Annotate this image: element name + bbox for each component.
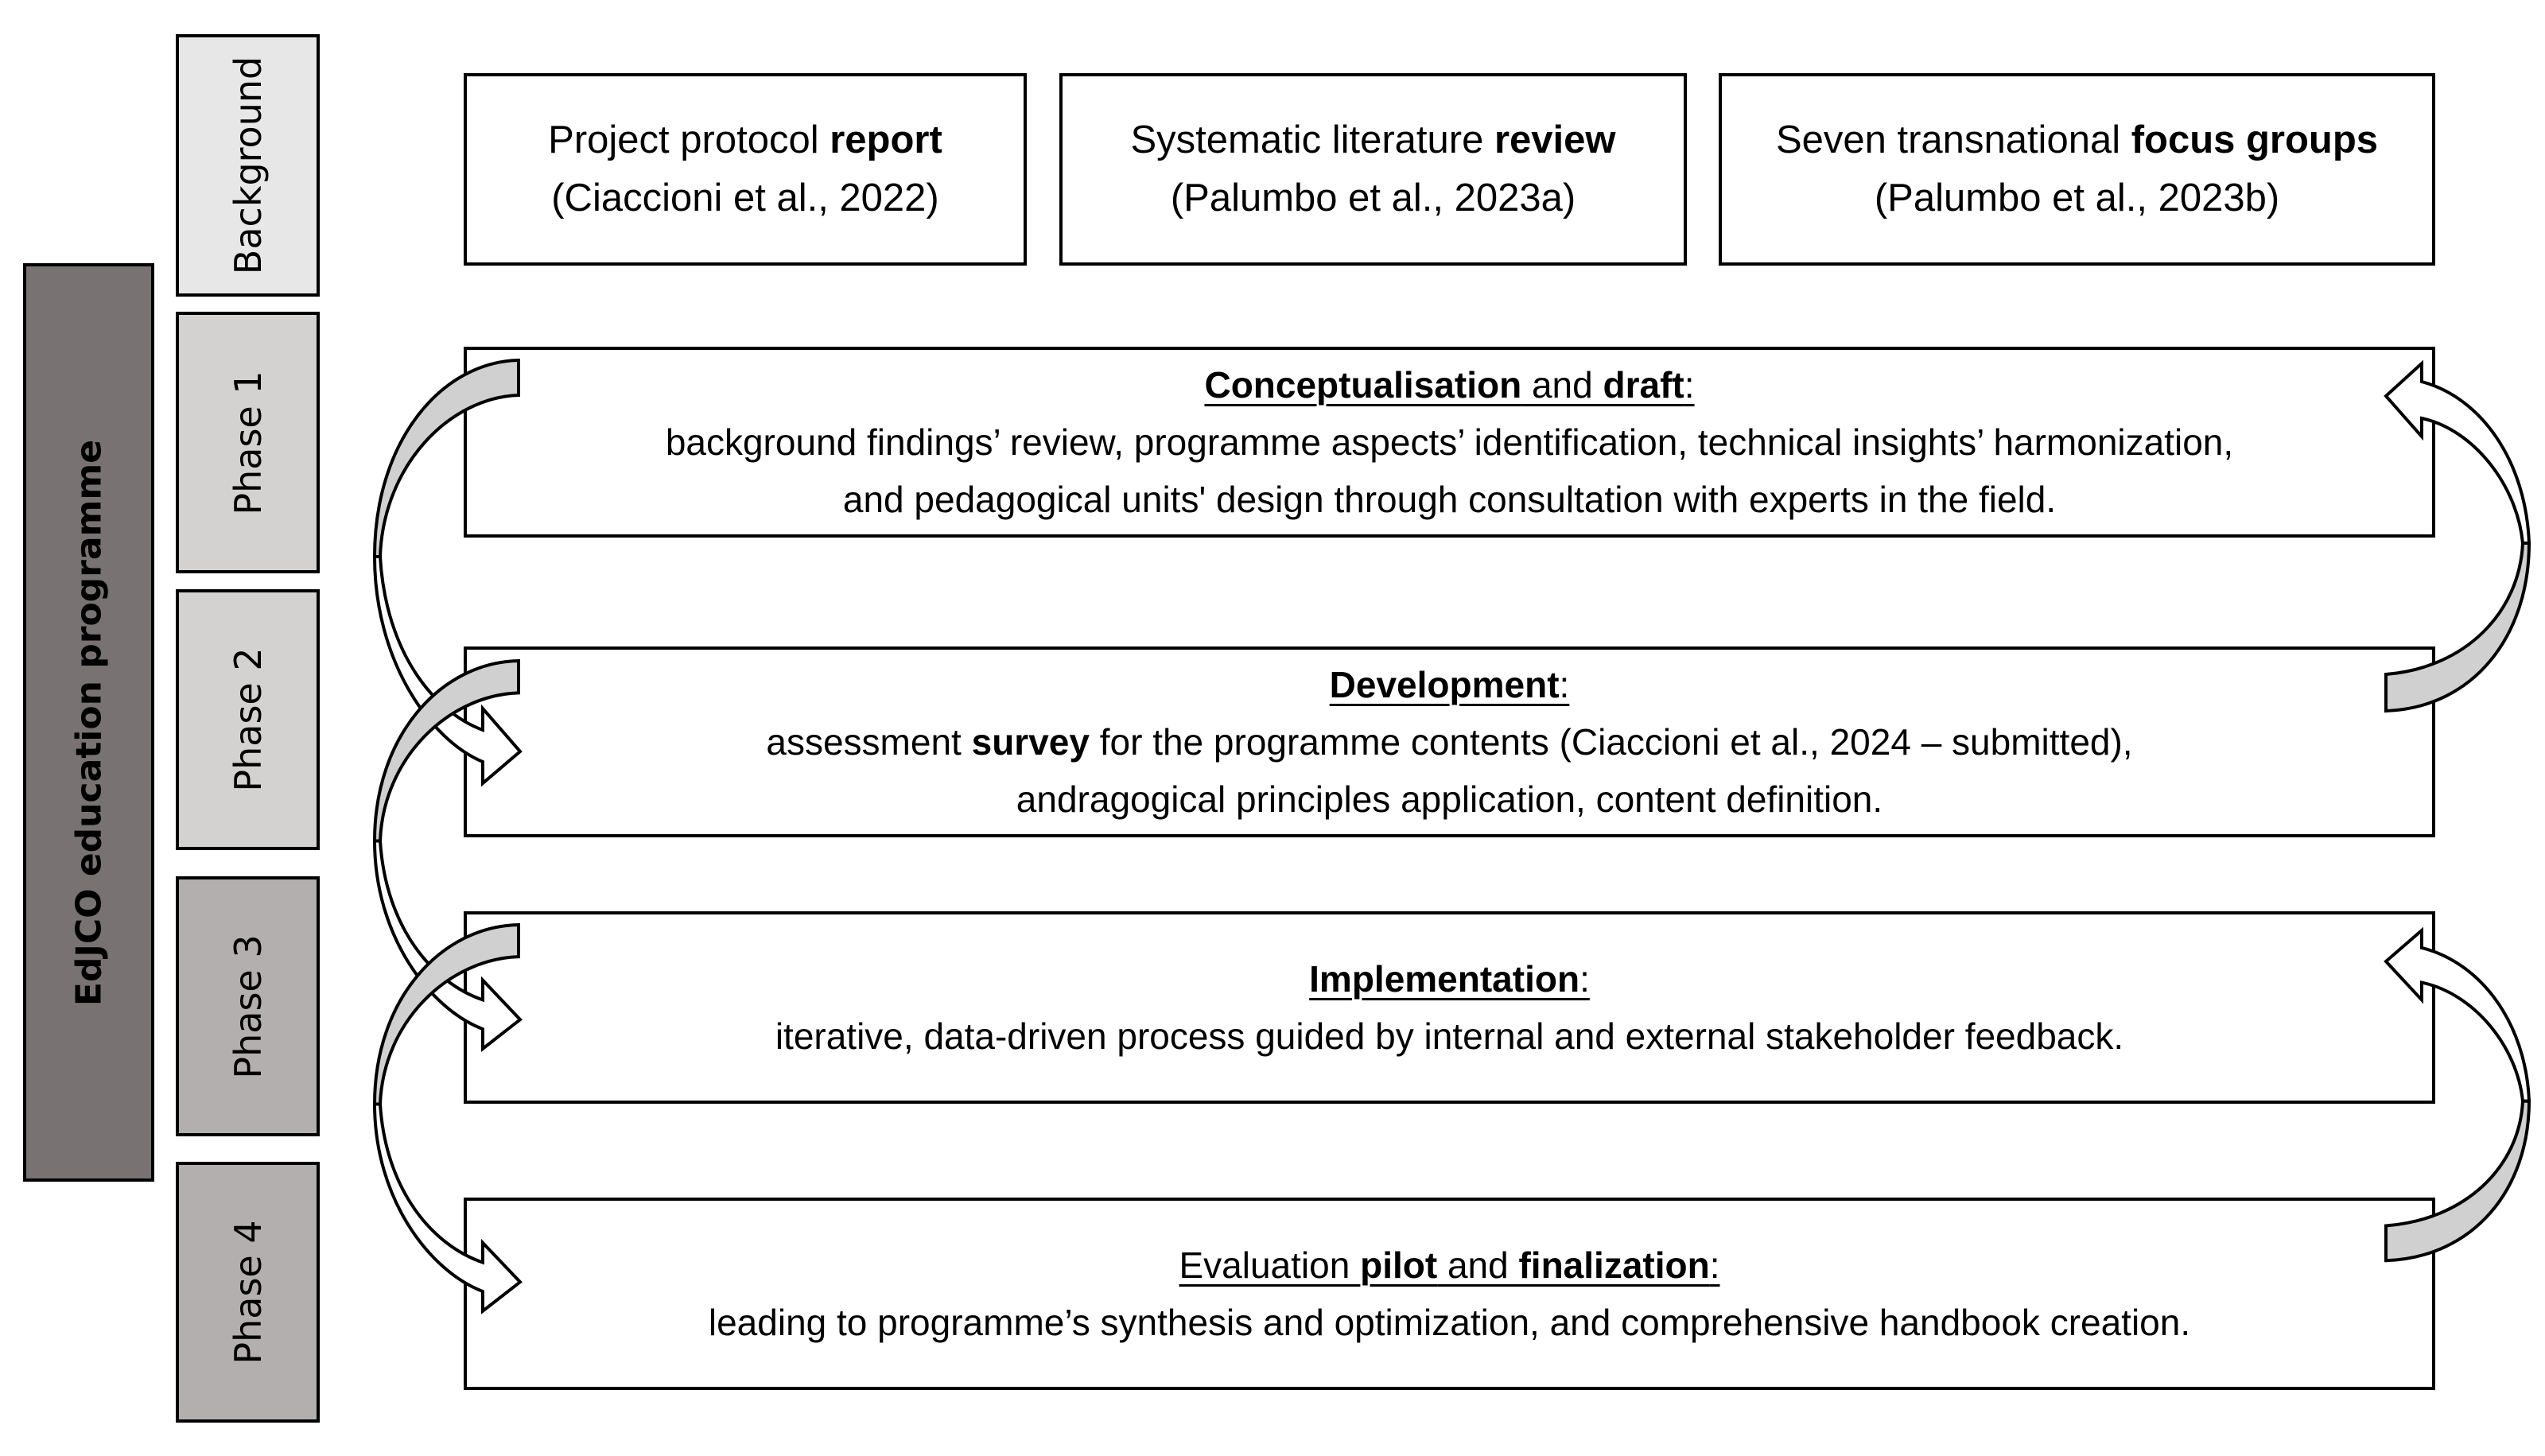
title-text: Evaluation	[1179, 1244, 1361, 1286]
source-citation: (Ciaccioni et al., 2022)	[551, 177, 939, 219]
title-emphasis: Development	[1329, 664, 1560, 705]
source-box-focus-groups	[1719, 73, 2435, 266]
tab-label: Phase 3	[226, 934, 270, 1079]
title-text: and	[1521, 364, 1603, 406]
source-title-text: Systematic literature	[1130, 118, 1494, 161]
title-emphasis: draft	[1603, 364, 1684, 406]
tab-phase-1	[176, 312, 320, 573]
description-text: for the programme contents (Ciaccioni et al., 2024 – submitted),	[1089, 721, 2133, 763]
phase-2-description-line	[766, 713, 2132, 771]
source-box-literature-review	[1059, 73, 1687, 266]
tab-phase-2	[176, 589, 320, 850]
description-emphasis: survey	[971, 721, 1090, 763]
phase-3-title	[1309, 950, 1590, 1008]
title-text: and	[1437, 1244, 1519, 1286]
phase-1-title	[1204, 356, 1694, 414]
phase-4-box	[464, 1198, 2435, 1390]
source-title	[1776, 111, 2378, 169]
title-text: :	[1684, 364, 1695, 406]
tab-label: Background	[226, 56, 270, 275]
title-text: :	[1579, 958, 1590, 1000]
phase-3-box	[464, 911, 2435, 1104]
phase-1-description-line: and pedagogical units' design through consultation with experts in the field.	[842, 479, 2057, 520]
title-text: :	[1709, 1244, 1720, 1286]
tab-label: Phase 1	[226, 370, 270, 515]
tab-phase-3	[176, 876, 320, 1136]
title-text: :	[1559, 664, 1570, 705]
source-title	[548, 111, 942, 169]
title-emphasis: finalization	[1518, 1244, 1710, 1286]
tab-background	[176, 34, 320, 297]
phase-4-title	[1179, 1237, 1719, 1294]
title-emphasis: pilot	[1360, 1244, 1438, 1286]
source-box-protocol-report	[464, 73, 1027, 266]
phase-1-description-line: background findings’ review, programme aspects’ identification, technical insights’ harmonization,	[665, 421, 2234, 463]
source-title-emphasis: report	[830, 118, 942, 161]
phase-1-box	[464, 347, 2435, 538]
tab-label: Phase 4	[226, 1220, 270, 1365]
phase-4-description-line: leading to programme’s synthesis and optimization, and comprehensive handbook creation.	[708, 1302, 2191, 1343]
source-title-text: Project protocol	[548, 118, 830, 161]
source-citation: (Palumbo et al., 2023b)	[1874, 177, 2280, 219]
phase-3-description-line: iterative, data-driven process guided by internal and external stakeholder feedback.	[775, 1015, 2124, 1057]
phase-2-description-line: andragogical principles application, content definition.	[1016, 778, 1883, 820]
tab-phase-4	[176, 1162, 320, 1423]
source-citation: (Palumbo et al., 2023a)	[1170, 177, 1576, 219]
source-title-emphasis: review	[1494, 118, 1616, 161]
tab-label: Phase 2	[226, 647, 270, 792]
source-title	[1130, 111, 1615, 169]
source-title-text: Seven transnational	[1775, 118, 2131, 161]
title-emphasis: Conceptualisation	[1204, 364, 1522, 406]
phase-2-title	[1330, 656, 1570, 713]
programme-bar	[23, 263, 154, 1182]
phase-2-box	[464, 646, 2435, 837]
source-title-emphasis: focus groups	[2131, 118, 2379, 161]
title-emphasis: Implementation	[1309, 958, 1580, 1000]
description-text: assessment	[766, 721, 972, 763]
programme-label: EdJCO education programme	[68, 439, 109, 1006]
